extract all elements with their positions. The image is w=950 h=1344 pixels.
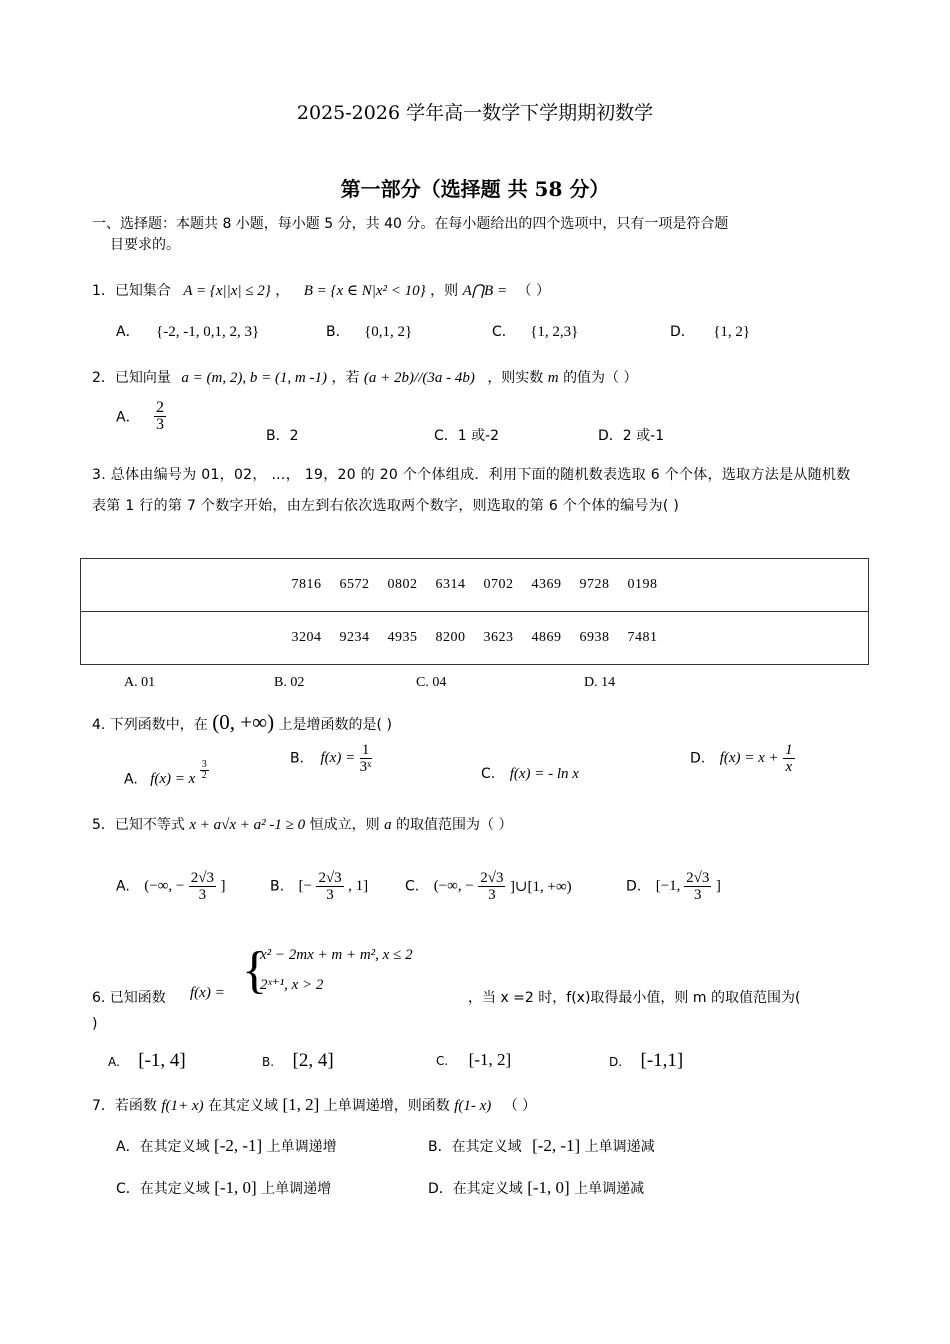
q4-tail: 上是增函数的是( ) [278,717,392,733]
q5-option-c-right: ]∪[1, +∞) [509,879,572,895]
q6-option-a-label: A. [108,1055,120,1069]
q7-option-d-label: D．在其定义域 [428,1181,523,1197]
question-4 [92,710,392,735]
q5-option-c-fraction [478,870,505,903]
q2-tail: ，则实数 [487,370,544,386]
q5-end: 的取值范围为（ ） [396,817,513,833]
q7-domain: [1, 2] [282,1095,320,1114]
q7-mid: 在其定义域 [208,1098,279,1114]
q1-sep: ， [275,283,290,299]
q6-number: 6. 已知函数 [92,990,166,1006]
q7-option-b [428,1136,655,1156]
table-row [81,612,869,665]
q1-set-a: A = {x||x| ≤ 2} [183,283,271,299]
q4-option-c-expr: f(x) = - ln x [509,766,579,782]
q4-option-c-label: C. [481,766,496,782]
q5-option-a [116,870,225,903]
q6-f: f(x) = [190,985,225,1001]
q6-tail: ，当 x =2 时，f(x)取得最小值，则 m 的取值范围为( [468,990,801,1006]
q5-option-c [405,870,572,903]
q5-option-b [270,870,368,903]
q1-expr: A⋂B = [462,283,508,299]
q5-option-d-label: D. [626,878,642,895]
q4-interval: (0, +∞) [212,710,275,734]
instructions [92,214,852,256]
table-cell: 7816 6572 0802 6314 0702 4369 9728 0198 [81,559,869,612]
q6-close: ) [92,1016,98,1032]
q7-option-c-tail: 上单调递增 [261,1181,332,1197]
q5-option-a-right: ] [220,878,226,894]
q5-inequality: x + a√x + a² -1 ≥ 0 [189,817,306,833]
q6-option-c-label: C. [436,1054,449,1068]
q5-option-d-right: ] [715,878,721,894]
q5-frac-num: 2√3 [686,870,710,886]
q4-d-num: 1 [785,742,793,758]
q1-option-d-label: D． [670,324,695,340]
q7-option-d-tail: 上单调递减 [574,1181,645,1197]
question-5 [92,814,512,834]
q4-b-num: 1 [360,742,372,759]
q6-case-2: 2ˣ⁺¹, x > 2 [260,977,324,993]
part-title: 第一部分（选择题 共 58 分） [340,177,610,201]
q7-mid2: 上单调递增，则函数 [323,1098,450,1114]
q7-option-b-tail: 上单调递减 [584,1139,655,1155]
random-number-table [80,558,869,665]
q1-tail: ，则 [430,283,459,299]
q1-paren: （ ） [517,283,550,299]
page-title: 2025-2026 学年高一数学下学期期初数学 [296,102,654,124]
q5-frac-den: 3 [694,887,702,903]
q1-option-b-label: B． [326,324,350,340]
q5-frac-den: 3 [488,887,496,903]
question-6 [92,942,852,1015]
q1-option-a-label: A． [116,324,140,340]
q2-condition: (a + 2b)//(3a - 4b) [363,370,475,386]
q5-option-a-left: (−∞, − [144,878,185,894]
q6-option-c-value: [-1, 2] [468,1050,512,1069]
q1-option-c-value: {1, 2,3} [530,324,579,340]
q1-option-a [116,321,259,341]
instructions-line2: 目要求的。 [110,237,180,253]
q2-option-d: D．2 或-1 [598,428,665,444]
q7-option-c [116,1178,331,1198]
q7-paren: （ ） [503,1098,537,1114]
q5-option-c-left: (−∞, − [433,878,474,894]
q7-f1: f(1+ x) [161,1098,204,1114]
q2-option-a [116,400,166,433]
q4-option-d-label: D. [690,750,706,767]
q7-option-a [116,1136,337,1156]
table-cell: 3204 9234 4935 8200 3623 4869 6938 7481 [81,612,869,665]
q4-option-c [481,766,579,783]
q1-option-a-value: {-2, -1, 0,1, 2, 3} [156,324,260,340]
q4-option-a [124,760,209,788]
q2-var: m [547,370,559,386]
q1-option-c [492,321,578,341]
q6-option-d-value: [-1,1] [640,1050,684,1071]
q3-option-c: C. 04 [416,675,447,690]
question-2 [92,367,638,387]
q6-option-b-label: B. [262,1055,275,1069]
q4-b-den: 3ˣ [359,759,372,775]
q4-option-a-exponent [200,760,209,781]
q4-option-a-expr: f(x) = x [150,771,196,788]
q1-option-b-value: {0,1, 2} [364,324,413,340]
q5-tail: 恒成立，则 [309,817,380,833]
q7-option-c-domain: [-1, 0] [214,1178,257,1197]
q5-frac-den: 3 [198,887,207,903]
q2-vectors: a = (m, 2), b = (1, m -1) [181,370,328,386]
q5-option-b-right: , 1] [348,878,369,894]
q2-end: 的值为（ ） [563,370,638,386]
q6-case-1: x² − 2mx + m + m², x ≤ 2 [260,947,413,963]
q1-option-d-value: {1, 2} [713,324,751,340]
q4-option-b-fraction [360,742,372,775]
q5-frac-den: 3 [326,887,334,903]
q5-frac-num: 2√3 [190,870,215,886]
q7-option-a-label: A．在其定义域 [116,1139,210,1155]
q7-option-c-label: C．在其定义域 [116,1181,210,1197]
q7-number: 7．若函数 [92,1098,157,1114]
q7-option-a-domain: [-2, -1] [214,1136,263,1155]
q5-text: 5．已知不等式 [92,817,185,833]
q5-option-a-fraction [189,870,216,903]
q2-option-b: B．2 [266,428,299,444]
q5-option-b-fraction [316,870,343,903]
q6-option-c [436,1050,511,1070]
q7-option-a-tail: 上单调递增 [266,1139,337,1155]
q7-option-d [428,1178,644,1198]
q4-exp-den: 2 [201,770,207,781]
q2-option-c: C．1 或-2 [434,428,500,444]
q6-option-d-label: D. [609,1055,623,1069]
q3-option-d: D. 14 [584,675,616,690]
instructions-line1: 一、选择题：本题共 8 小题，每小题 5 分，共 40 分。在每小题给出的四个选项中，只有一项是符合题 [92,216,729,232]
table-row [81,559,869,612]
q4-option-d [690,742,795,775]
q4-d-den: x [785,759,793,775]
q6-option-d [609,1050,683,1072]
q6-brace-icon: { [242,942,267,999]
q4-option-d-fraction [783,742,795,775]
q5-option-d-left: [−1, [655,878,685,894]
q1-option-d [670,321,750,341]
q2-frac-num: 2 [156,399,165,416]
q1-option-c-label: C． [492,324,516,340]
q4-option-a-label: A. [124,771,138,788]
q2-option-a-fraction [154,400,166,433]
q6-option-a-value: [-1, 4] [138,1050,186,1071]
q5-option-d-fraction [684,870,711,903]
q5-option-b-label: B. [270,878,285,895]
q5-frac-num: 2√3 [480,870,504,886]
q5-option-b-left: [− [298,878,312,894]
q5-option-a-label: A. [116,878,130,895]
q5-var: a [384,817,392,833]
q1-set-b: B = {x ∈ N|x² < 10} [303,283,426,299]
q1-option-b [326,321,412,341]
q3-option-b: B. 02 [274,675,305,690]
q6-option-b [262,1050,334,1072]
question-7 [92,1095,536,1115]
q2-number: 2．已知向量 [92,370,171,386]
q4-exp-num: 3 [201,759,207,770]
q6-option-a [108,1050,186,1072]
q2-mid: ，若 [331,370,360,386]
q7-option-d-domain: [-1, 0] [527,1178,570,1197]
q4-option-b-expr: f(x) = [320,750,356,766]
q2-option-a-label: A． [116,409,140,426]
q7-option-b-label: B．在其定义域 [428,1139,522,1155]
q2-frac-den: 3 [156,416,165,433]
q5-frac-num: 2√3 [318,870,342,886]
q5-option-c-label: C. [405,878,420,895]
q3-option-a: A. 01 [124,675,156,690]
q4-option-d-expr: f(x) = x + [719,750,779,766]
q7-f2: f(1- x) [454,1098,492,1114]
q4-text: 4. 下列函数中，在 [92,717,208,733]
q4-option-b-label: B. [290,750,305,767]
q6-option-b-value: [2, 4] [292,1050,334,1071]
question-1 [92,280,550,300]
q5-option-d [626,870,721,903]
q4-option-b [290,742,372,775]
q7-option-b-domain: [-2, -1] [532,1136,581,1155]
q1-number: 1．已知集合 [92,283,171,299]
question-3: 3. 总体由编号为 01，02， …， 19，20 的 20 个个体组成．利用下面的随机数表选取 6 个个体，选取方法是从随机数表第 1 行的第 7 个数字开始，由左到右依次选取两个数字，则选取的第 6 个个体的编号为( ) [92,467,851,514]
